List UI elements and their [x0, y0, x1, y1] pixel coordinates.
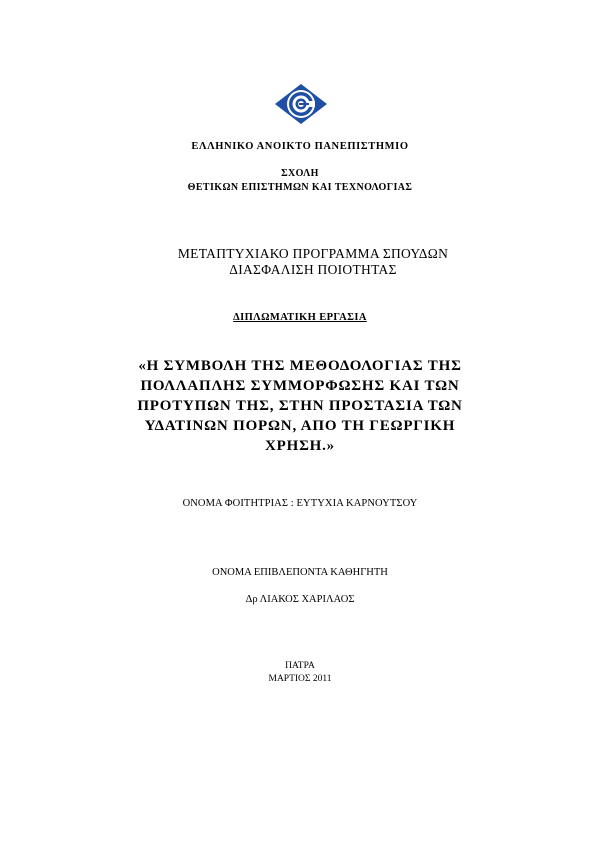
- title-line-1: «Η ΣΥΜΒΟΛΗ ΤΗΣ ΜΕΘΟΔΟΛΟΓΙΑΣ ΤΗΣ: [138, 358, 462, 374]
- program-line-2: ΔΙΑΣΦΑΛΙΣΗ ΠΟΙΟΤΗΤΑΣ: [229, 262, 397, 277]
- supervisor-name: Δρ ΛΙΑΚΟΣ ΧΑΡΙΛΑΟΣ: [245, 594, 355, 605]
- date: ΜΑΡΤΙΟΣ 2011: [268, 674, 332, 684]
- thesis-title: [0, 356, 600, 456]
- university-name: ΕΛΛΗΝΙΚΟ ΑΝΟΙΚΤΟ ΠΑΝΕΠΙΣΤΗΜΙΟ: [191, 141, 409, 152]
- student-name: ΟΝΟΜΑ ΦΟΙΤΗΤΡΙΑΣ : ΕΥΤΥΧΙΑ ΚΑΡΝΟΥΤΣΟΥ: [182, 498, 418, 509]
- title-line-5: ΧΡΗΣΗ.»: [265, 438, 335, 454]
- program-title: [0, 246, 600, 278]
- program-line-1: ΜΕΤΑΠΤΥΧΙΑΚΟ ΠΡΟΓΡΑΜΜΑ ΣΠΟΥΔΩΝ: [177, 246, 449, 261]
- title-line-4: ΥΔΑΤΙΝΩΝ ΠΟΡΩΝ, ΑΠΟ ΤΗ ΓΕΩΡΓΙΚΗ: [144, 418, 456, 434]
- faculty-name: ΘΕΤΙΚΩΝ ΕΠΙΣΤΗΜΩΝ ΚΑΙ ΤΕΧΝΟΛΟΓΙΑΣ: [187, 182, 413, 193]
- university-emblem-icon: [275, 84, 327, 124]
- city: ΠΑΤΡΑ: [285, 661, 315, 671]
- supervisor-label: ΟΝΟΜΑ ΕΠΙΒΛΕΠΟΝΤΑ ΚΑΘΗΓΗΤΗ: [212, 567, 388, 578]
- thesis-type: ΔΙΠΛΩΜΑΤΙΚΗ ΕΡΓΑΣΙΑ: [233, 312, 367, 323]
- title-line-2: ΠΟΛΛΑΠΛΗΣ ΣΥΜΜΟΡΦΩΣΗΣ ΚΑΙ ΤΩΝ: [140, 378, 460, 394]
- school-label: ΣΧΟΛΗ: [281, 168, 319, 179]
- title-line-3: ΠΡΟΤΥΠΩΝ ΤΗΣ, ΣΤΗΝ ΠΡΟΣΤΑΣΙΑ ΤΩΝ: [137, 398, 463, 414]
